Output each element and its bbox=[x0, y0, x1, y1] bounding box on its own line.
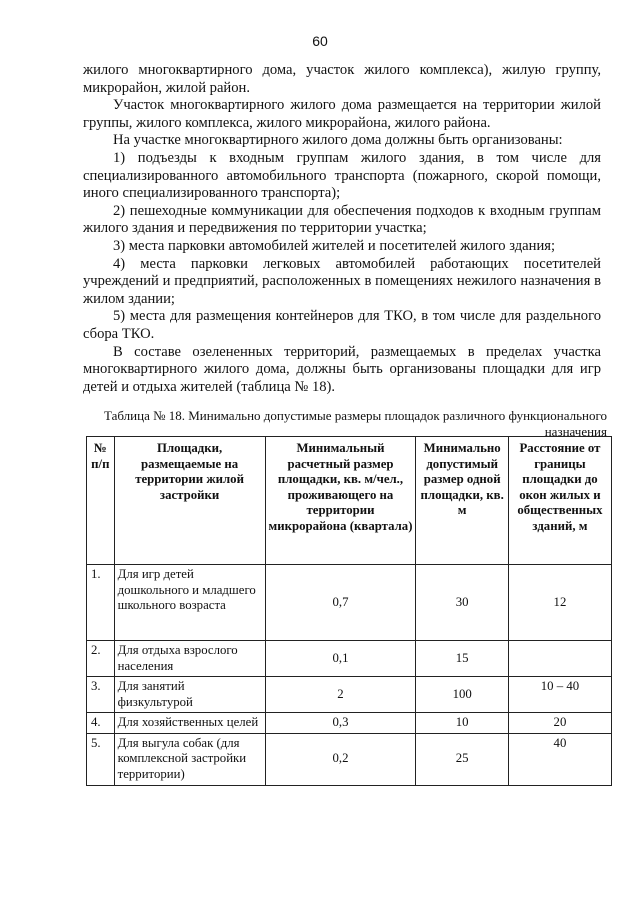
paragraph-list-item: 4) места парковки легковых автомобилей работающих посетителей учреждений и предприятий, расположенных в помещениях нежилого назначения в жилом здании; bbox=[83, 255, 601, 307]
playground-size-table bbox=[86, 436, 612, 786]
cell-min: 15 bbox=[416, 641, 508, 677]
paragraph: На участке многоквартирного жилого дома должны быть организованы: bbox=[113, 132, 563, 149]
paragraph-list-item: 5) места для размещения контейнеров для ТКО, в том числе для раздельного сбора ТКО. bbox=[83, 308, 601, 342]
table-row bbox=[87, 713, 612, 734]
cell-num: 5. bbox=[87, 733, 115, 785]
table-caption: Таблица № 18. Минимально допустимые размеры площадок различного функционального назначения bbox=[103, 408, 607, 439]
body-text bbox=[83, 62, 601, 396]
paragraph: жилого многоквартирного дома, участок жилого комплекса), жилую группу, микрорайон, жилой район. bbox=[83, 62, 601, 96]
cell-size: 0,1 bbox=[265, 641, 416, 677]
header-size: Минимальный расчетный размер площадки, кв. м/чел., проживающего на территории микрорайона (квартала) bbox=[265, 437, 416, 565]
header-name: Площадки, размещаемые на территории жилой застройки bbox=[114, 437, 265, 565]
cell-num: 1. bbox=[87, 565, 115, 641]
cell-dist bbox=[508, 641, 611, 677]
cell-dist: 40 bbox=[508, 733, 611, 785]
cell-min: 10 bbox=[416, 713, 508, 734]
header-dist: Расстояние от границы площадки до окон жилых и общественных зданий, м bbox=[508, 437, 611, 565]
table-header-row bbox=[87, 437, 612, 565]
cell-num: 3. bbox=[87, 677, 115, 713]
cell-size: 2 bbox=[265, 677, 416, 713]
cell-size: 0,3 bbox=[265, 713, 416, 734]
paragraph: В составе озелененных территорий, размещаемых в пределах участка многоквартирного жилого дома, должны быть организованы площадки для игр детей и отдыха жителей (таблица № 18). bbox=[83, 343, 601, 395]
cell-min: 100 bbox=[416, 677, 508, 713]
cell-num: 2. bbox=[87, 641, 115, 677]
cell-size: 0,7 bbox=[265, 565, 416, 641]
paragraph-list-item: 2) пешеходные коммуникации для обеспечения подходов к входным группам жилого здания и передвижения по территории участка; bbox=[83, 202, 601, 237]
cell-min: 30 bbox=[416, 565, 508, 641]
cell-name: Для хозяйственных целей bbox=[114, 713, 265, 734]
cell-size: 0,2 bbox=[265, 733, 416, 785]
table-row bbox=[87, 677, 612, 713]
paragraph: Участок многоквартирного жилого дома размещается на территории жилой группы, жилого комплекса, жилого микрорайона, жилого района. bbox=[83, 97, 601, 131]
header-num: № п/п bbox=[87, 437, 115, 565]
cell-min: 25 bbox=[416, 733, 508, 785]
cell-dist: 20 bbox=[508, 713, 611, 734]
cell-num: 4. bbox=[87, 713, 115, 734]
cell-dist: 10 – 40 bbox=[508, 677, 611, 713]
cell-name: Для отдыха взрослого населения bbox=[114, 641, 265, 677]
cell-dist: 12 bbox=[508, 565, 611, 641]
table-row bbox=[87, 565, 612, 641]
page-number: 60 bbox=[312, 33, 328, 49]
table-row bbox=[87, 733, 612, 785]
header-min: Минимально допустимый размер одной площадки, кв. м bbox=[416, 437, 508, 565]
cell-name: Для игр детей дошкольного и младшего школьного возраста bbox=[114, 565, 265, 641]
cell-name: Для выгула собак (для комплексной застройки территории) bbox=[114, 733, 265, 785]
cell-name: Для занятий физкультурой bbox=[114, 677, 265, 713]
table-row bbox=[87, 641, 612, 677]
paragraph-list-item: 1) подъезды к входным группам жилого здания, в том числе для специализированного автомобильного транспорта (пожарного, скорой помощи, иного специализированного транспорта); bbox=[83, 149, 601, 202]
paragraph-list-item: 3) места парковки автомобилей жителей и посетителей жилого здания; bbox=[113, 237, 556, 254]
